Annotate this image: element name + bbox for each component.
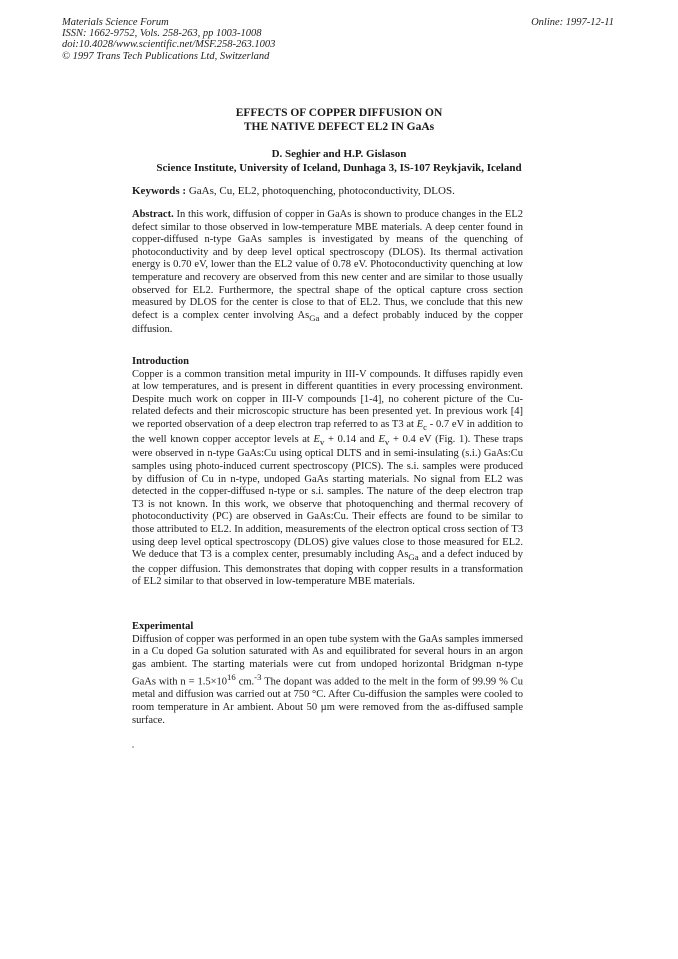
intro-text-3: + 0.14 and	[324, 433, 379, 445]
asga-subscript: Ga	[408, 552, 419, 563]
intro-text-4: + 0.4 eV (Fig. 1). These traps were observed in n-type GaAs:Cu using optical DLTS and in semi-insulating (s.i.) GaAs:Cu samples using photo-induced current spectroscopy (PICS). The s.i. samples were produced by diffusion of Cu in n-type, undoped GaAs starting materials. No signal from EL2 was detected in the copper-diffused n-type or s.i. samples. The nature of the deep electron trap T3 is not known. In this work, we observe that photoquenching and thermal recovery of photoconductivity (PC) are observed in GaAs:Cu. Their effects are found to be similar to those attributed to EL2. In addition, measurements of the electron optical cross section of T3 using deep level optical spectroscopy (DLOS) give values close to those measured for EL2. We deduce that T3 is a complex center, presumably including As	[132, 433, 523, 561]
author-names: D. Seghier and H.P. Gislason	[271, 148, 407, 160]
intro-text-2: - 0.7 eV in addition to the well known copper acceptor levels at	[132, 418, 524, 445]
exp-text-1: Diffusion of copper was performed in an open tube system with the GaAs samples immersed in a Cu doped Ga solution saturated with As and equilibrated for several hours in an argon gas ambient. The starting materials were cut from undoped horizontal Bridgman n-type GaAs with n = 1.5×10	[132, 633, 523, 688]
ec-subscript: c	[423, 422, 427, 433]
online-date	[531, 17, 614, 28]
intro-text-1: Copper is a common transition metal impurity in III-V compounds. It diffuses rapidly even at low temperatures, and is present in different quantities in every processing environment. Despite much work on copper in III-V compounds [1-4], no coherent picture of the Cu-related defects and their microscopic structure has been presented yet. In previous work [4] we reported observation of a deep electron trap referred to as T3 at	[132, 368, 523, 430]
issn-line: ISSN: 1662-9752, Vols. 258-263, pp 1003-1008	[62, 28, 262, 40]
ev-subscript-2: v	[384, 436, 390, 447]
journal-name: Materials Science Forum	[62, 17, 169, 28]
ev-subscript-1: v	[319, 436, 325, 447]
abstract-text: In this work, diffusion of copper in GaAs is shown to produce changes in the EL2 defect similar to those observed in low-temperature MBE materials. A deep center found in copper-diffused n-type GaAs samples is investigated by means of the quenching of photoconductivity and by deep level optical spectroscopy (DLOS). Its thermal activation energy is 0.70 eV, lower than the EL2 value of 0.78 eV. Photoconductivity quenching at low temperature and recovery are observed from this new center and are similar to those usually observed for EL2. Furthermore, the spectral shape of the optical capture cross section measured by DLOS for the center is close to that of EL2. Thus, we conclude that this new defect is a complex center involving As	[132, 209, 523, 321]
online-date-text: Online: 1997-12-11	[531, 17, 614, 28]
copyright-line: © 1997 Trans Tech Publications Ltd, Switzerland	[62, 50, 270, 62]
keywords-label: Keywords :	[132, 185, 187, 197]
exp-text-3: The dopant was added to the melt in the form of 99.99 % Cu metal and diffusion was carried out at 750 °C. After Cu-diffusion the samples were cooled to room temperature in Ar ambient. About 50 µm were removed from the as-diffused sample surface.	[132, 676, 523, 726]
scan-speck	[132, 746, 134, 748]
experimental-section	[132, 621, 523, 727]
abstract-tail: and a defect probably induced by the copper diffusion.	[132, 309, 523, 336]
author-block	[0, 148, 678, 175]
keywords	[132, 185, 455, 197]
introduction-heading: Introduction	[132, 356, 189, 367]
ev-symbol-2: E	[378, 433, 385, 445]
author-affiliation: Science Institute, University of Iceland, Dunhaga 3, IS-107 Reykjavik, Iceland	[156, 161, 522, 174]
journal-header	[62, 17, 275, 62]
paper-title	[0, 106, 678, 134]
abstract-label: Abstract.	[132, 209, 174, 220]
ec-symbol: E	[416, 418, 424, 430]
exp-superscript-1: 16	[227, 672, 236, 683]
intro-text-5: and a defect induced by the copper diffusion. This demonstrates that doping with copper results in a transformation of EL2 similar to that observed in low-temperature MBE materials.	[132, 549, 523, 588]
title-line-1: EFFECTS OF COPPER DIFFUSION ON	[235, 107, 443, 119]
abstract	[132, 209, 523, 337]
title-line-2: THE NATIVE DEFECT EL2 IN GaAs	[243, 121, 435, 133]
exp-superscript-2: -3	[254, 672, 262, 683]
abstract-subscript: Ga	[309, 312, 320, 323]
keywords-text: GaAs, Cu, EL2, photoquenching, photoconductivity, DLOS.	[186, 185, 455, 197]
doi-line[interactable]: doi:10.4028/www.scientific.net/MSF.258-263.1003	[62, 39, 276, 51]
introduction-section	[132, 356, 523, 589]
exp-text-2: cm.	[235, 676, 255, 688]
ev-symbol-1: E	[313, 433, 320, 445]
experimental-heading: Experimental	[132, 621, 194, 632]
